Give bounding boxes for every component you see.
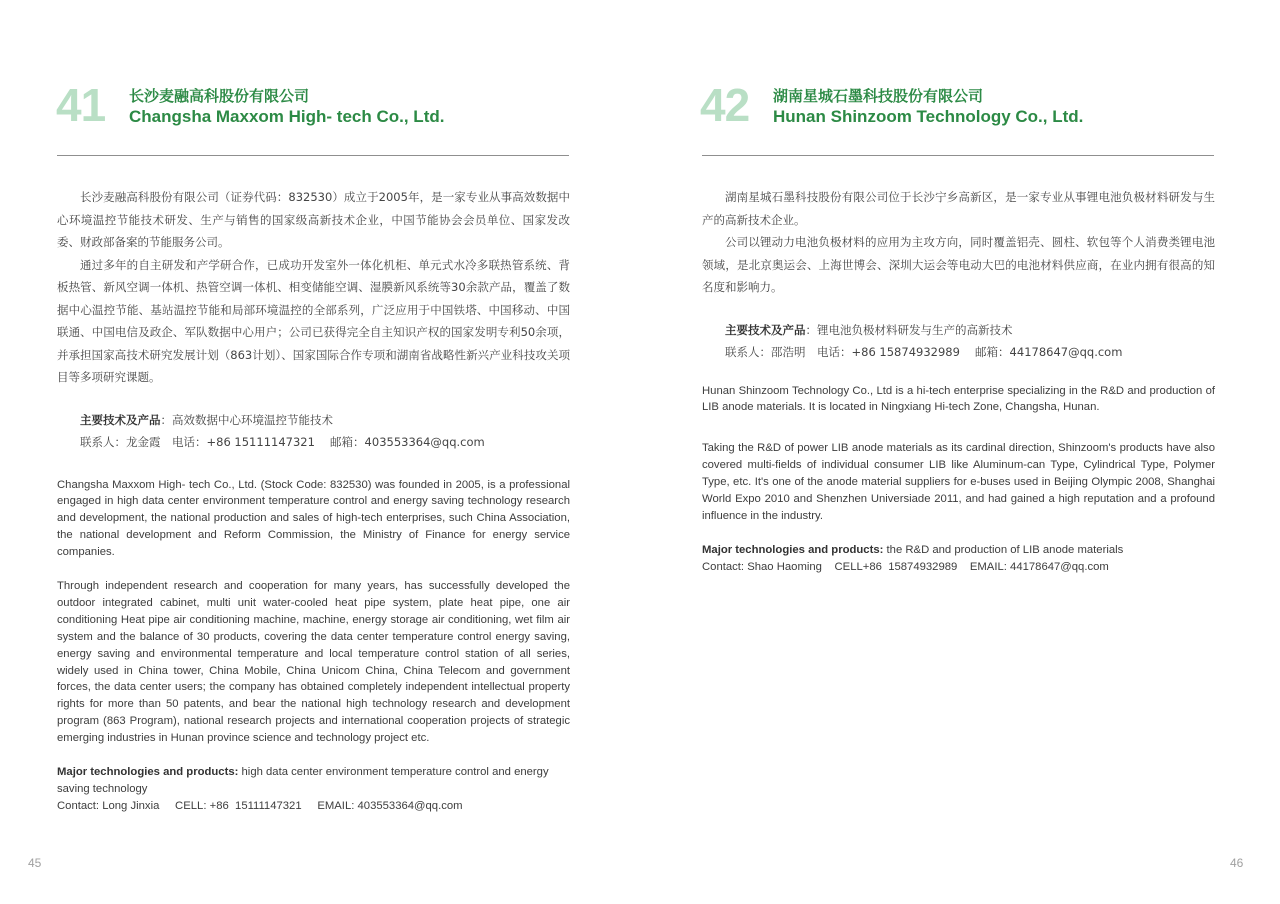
- en-paragraph: Changsha Maxxom High- tech Co., Ltd. (Stock Code: 832530) was founded in 2005, is a professional engaged in high data center environment temperature control and energy saving technology research and development, the national production and sales of high-tech enterprises, such China Association, the national development and Reform Commission, the Ministry of Finance for energy service companies.: [57, 478, 570, 559]
- company-title-cn: 长沙麦融高科股份有限公司: [129, 87, 310, 105]
- cn-tech-label: 主要技术及产品: [725, 322, 806, 337]
- company-title-cn: 湖南星城石墨科技股份有限公司: [773, 87, 984, 105]
- cn-contact: 联系人：龙金霞 电话：+86 15111147321 邮箱：403553364@qq.com: [80, 434, 485, 449]
- cn-contact: 联系人：邵浩明 电话：+86 15874932989 邮箱：44178647@qq.com: [725, 344, 1123, 359]
- company-number: 42: [700, 79, 750, 131]
- cn-tech-line: [57, 409, 570, 431]
- company-title-en: Hunan Shinzoom Technology Co., Ltd.: [773, 107, 1084, 126]
- en-paragraph: Through independent research and cooperation for many years, has successfully developed the outdoor integrated cabinet, multi unit water-cooled heat pipe system, plate heat pipe, one air conditioning Heat pipe air conditioning machine, machine, energy storage air conditioning, wet film air system and the balance of 30 products, covering the data center temperature control energy saving, energy saving and environmental temperature and local temperature control station of all series, widely used in China tower, China Mobile, China Unicom China, China Telecom and government forces, the data center users; the company has obtained completely independent intellectual property rights for more than 50 patents, and bear the national high technology research and development program (863 Program), national research projects and international cooperation projects of strategic emerging industries in Hunan province science and technology project etc.: [57, 580, 570, 745]
- right-page: [640, 0, 1280, 904]
- en-tech-value: high data center environment temperature control and energy saving technology: [57, 766, 549, 796]
- cn-paragraph: 湖南星城石墨科技股份有限公司位于长沙宁乡高新区，是一家专业从事锂电池负极材料研发与生产的高新技术企业。: [702, 190, 1215, 227]
- en-tech-value: the R&D and production of LIB anode materials: [883, 543, 1124, 556]
- divider: [57, 155, 569, 156]
- page-number: 46: [1230, 856, 1244, 870]
- divider: [702, 155, 1214, 156]
- cn-tech-line: [702, 319, 1215, 341]
- en-tech-line: [57, 764, 570, 798]
- company-content: [702, 186, 1215, 576]
- page-number: 45: [28, 856, 42, 870]
- en-paragraph: Taking the R&D of power LIB anode materials as its cardinal direction, Shinzoom's products have also covered multi-fields of individual consumer LIB like Aluminum-can Type, Cylindrical Type, Polymer Type, etc. It's one of the anode material suppliers for e-buses used in Beijing Olympic 2008, Shanghai World Expo 2010 and Shenzhen Universiade 2011, and had gained a high reputation and a profound influence in the industry.: [702, 442, 1215, 522]
- en-tech-label: Major technologies and products:: [702, 543, 884, 556]
- company-titles: [129, 86, 589, 128]
- en-paragraph: Hunan Shinzoom Technology Co., Ltd is a hi-tech enterprise specializing in the R&D and production of LIB anode materials. It is located in Ningxiang Hi-tech Zone, Changsha, Hunan.: [702, 384, 1215, 414]
- company-number: 41: [56, 79, 106, 131]
- en-contact: Contact: Shao Haoming CELL+86 15874932989 EMAIL: 44178647@qq.com: [702, 560, 1109, 573]
- cn-tech-label: 主要技术及产品: [80, 412, 161, 427]
- cn-paragraph: 通过多年的自主研发和产学研合作，已成功开发室外一体化机柜、单元式水冷多联热管系统、背板热管、新风空调一体机、热管空调一体机、相变储能空调、湿膜新风系统等30余款产品，覆盖了数据中心温控节能、基站温控节能和局部环境温控的全部系列，广泛应用于中国铁塔、中国移动、中国联通、中国电信及政企、军队数据中心用户；公司已获得完全自主知识产权的国家发明专利50余项，并承担国家高技术研究发展计划（863计划）、国家国际合作专项和湖南省战略性新兴产业科技攻关项目等多项研究课题。: [57, 257, 570, 384]
- company-content: [57, 186, 570, 815]
- cn-paragraph: 公司以锂动力电池负极材料的应用为主攻方向，同时覆盖铝壳、圆柱、软包等个人消费类锂电池领域，是北京奥运会、上海世博会、深圳大运会等电动大巴的电池材料供应商，在业内拥有很高的知名度和影响力。: [702, 235, 1215, 294]
- cn-paragraph: 长沙麦融高科股份有限公司（证券代码：832530）成立于2005年，是一家专业从事高效数据中心环境温控节能技术研发、生产与销售的国家级高新技术企业，中国节能协会会员单位、国家发改委、财政部备案的节能服务公司。: [57, 190, 570, 249]
- en-contact: Contact: Long Jinxia CELL: +86 15111147321 EMAIL: 403553364@qq.com: [57, 800, 463, 813]
- company-title-en: Changsha Maxxom High- tech Co., Ltd.: [129, 107, 445, 126]
- cn-tech-value: ：高效数据中心环境温控节能技术: [160, 412, 333, 427]
- en-tech-line: [702, 542, 1215, 559]
- en-tech-label: Major technologies and products:: [57, 766, 239, 779]
- cn-tech-value: ：锂电池负极材料研发与生产的高新技术: [805, 322, 1013, 337]
- company-titles: [773, 86, 1233, 128]
